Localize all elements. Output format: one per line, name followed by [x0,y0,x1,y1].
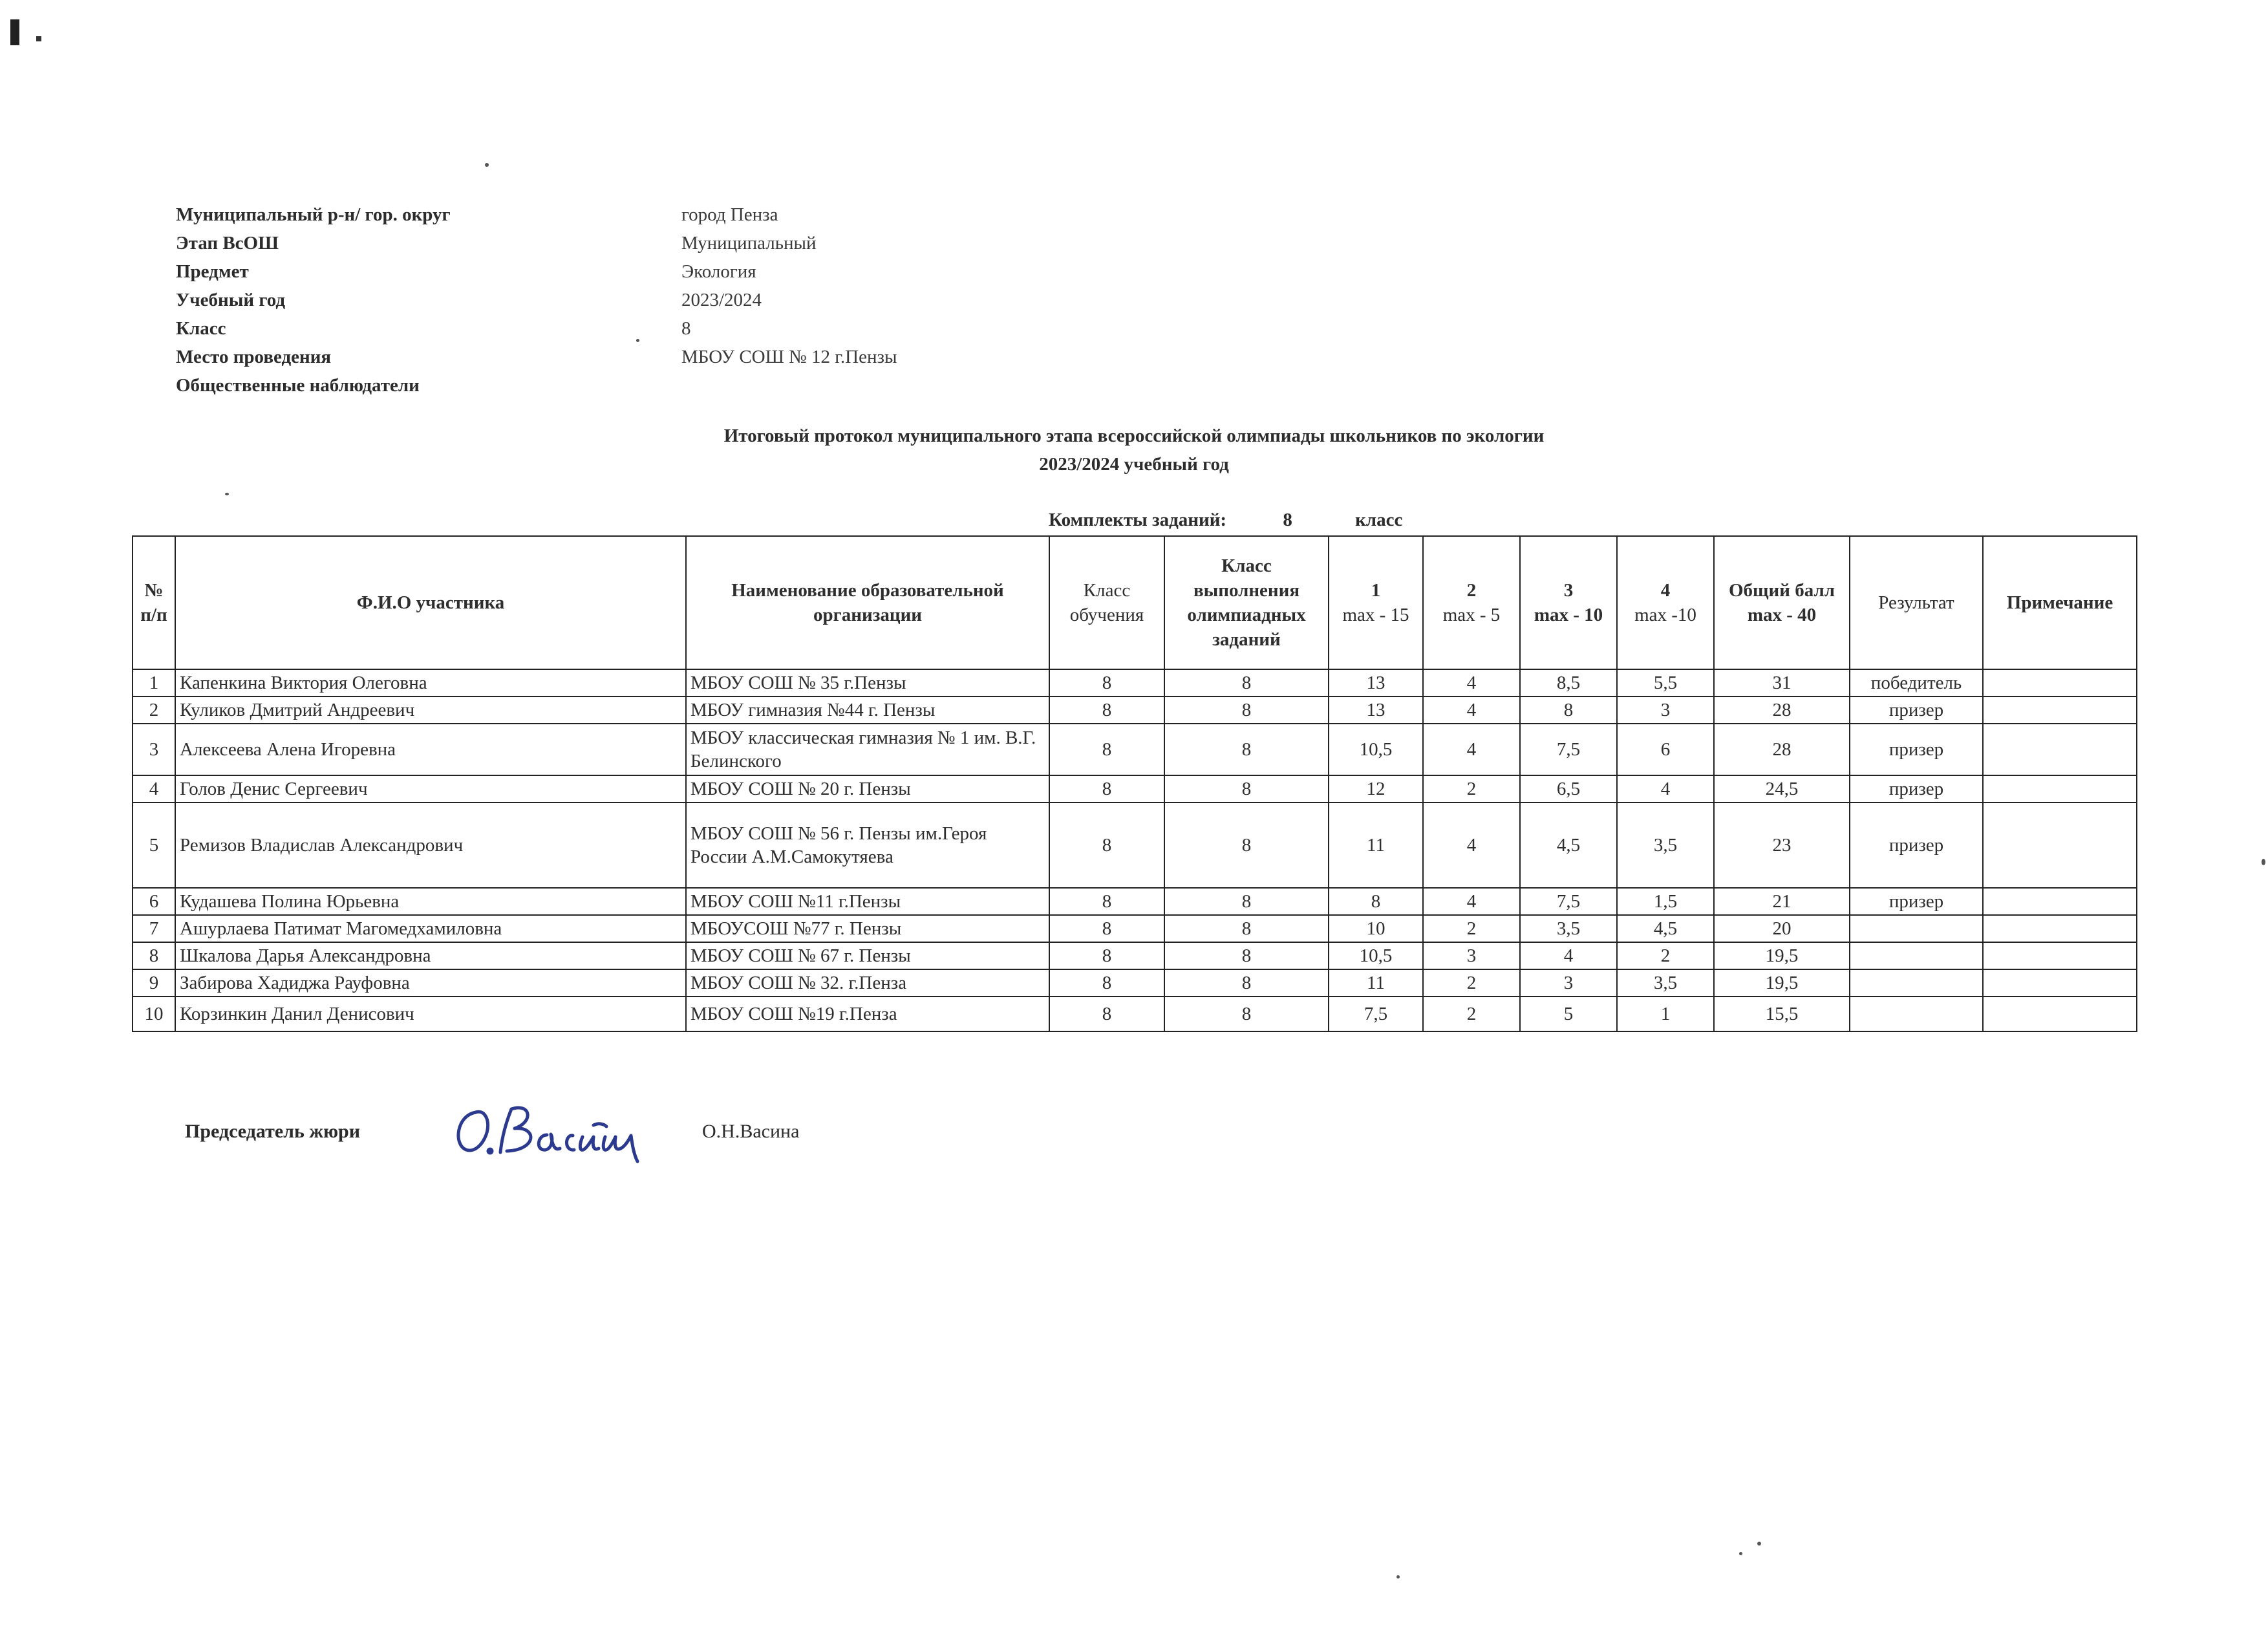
cell-task3: 7,5 [1520,888,1617,915]
cell-total: 24,5 [1714,775,1850,803]
cell-task2: 4 [1423,696,1520,724]
cell-task4: 1,5 [1617,888,1714,915]
cell-num: 9 [133,969,175,997]
header-value: 8 [681,318,691,339]
header-label: Этап ВсОШ [176,232,279,253]
table-row [133,969,2137,997]
table-row [133,724,2137,775]
cell-grade: 8 [1049,803,1164,888]
col-header-grade-tasks: Класс выполнения олимпиадных заданий [1164,536,1329,669]
cell-grade: 8 [1049,915,1164,942]
cell-name: Куликов Дмитрий Андреевич [175,696,686,724]
cell-task2: 2 [1423,915,1520,942]
jury-chair-label: Председатель жюри [185,1121,361,1142]
cell-note [1983,915,2137,942]
results-table [132,535,2137,1032]
cell-result [1850,915,1983,942]
cell-org: МБОУ СОШ № 67 г. Пензы [686,942,1049,969]
cell-total: 19,5 [1714,969,1850,997]
task-number: 2 [1466,580,1477,601]
cell-task3: 3 [1520,969,1617,997]
col-header-task1 [1329,536,1423,669]
cell-task2: 2 [1423,997,1520,1031]
task-max: max - 5 [1442,605,1501,625]
cell-name: Ашурлаева Патимат Магомедхамиловна [175,915,686,942]
cell-total: 19,5 [1714,942,1850,969]
cell-total: 31 [1714,669,1850,696]
cell-task2: 4 [1423,888,1520,915]
header-value: МБОУ СОШ № 12 г.Пензы [681,346,897,367]
cell-org: МБОУ классическая гимназия № 1 им. В.Г. Белинского [686,724,1049,775]
cell-name: Забирова Хадиджа Рауфовна [175,969,686,997]
scan-speck [1396,1575,1400,1579]
cell-num: 7 [133,915,175,942]
cell-result: призер [1850,724,1983,775]
header-row-venue [176,343,897,371]
cell-task2: 4 [1423,803,1520,888]
task-kits-grade: 8 [1283,510,1292,530]
cell-grade: 8 [1049,888,1164,915]
task-number: 1 [1371,580,1381,601]
col-header-grade: Класс обучения [1049,536,1164,669]
cell-total: 21 [1714,888,1850,915]
cell-org: МБОУ СОШ № 56 г. Пензы им.Героя России А.М.Самокутяева [686,803,1049,888]
cell-num: 3 [133,724,175,775]
table-row [133,803,2137,888]
cell-task1: 10 [1329,915,1423,942]
header-value: 2023/2024 [681,289,762,310]
cell-result [1850,942,1983,969]
header-value: Муниципальный [681,232,817,253]
jury-signature-block [185,1099,799,1164]
cell-org: МБОУ СОШ №19 г.Пенза [686,997,1049,1031]
cell-total: 20 [1714,915,1850,942]
table-row [133,997,2137,1031]
cell-org: МБОУ СОШ №11 г.Пензы [686,888,1049,915]
cell-org: МБОУ гимназия №44 г. Пензы [686,696,1049,724]
cell-task3: 8,5 [1520,669,1617,696]
protocol-title-line: Итоговый протокол муниципального этапа всероссийской олимпиады школьников по экологии [723,426,1545,446]
cell-num: 6 [133,888,175,915]
header-value: Экология [681,261,756,282]
header-row-year [176,286,897,314]
cell-task3: 4,5 [1520,803,1617,888]
handwritten-signature [450,1099,657,1164]
cell-name: Ремизов Владислав Александрович [175,803,686,888]
cell-name: Кудашева Полина Юрьевна [175,888,686,915]
header-label: Предмет [176,261,249,282]
header-label: Учебный год [176,289,286,310]
cell-total: 15,5 [1714,997,1850,1031]
col-header-result: Результат [1850,536,1983,669]
cell-result: призер [1850,775,1983,803]
header-row-observers [176,371,897,400]
cell-task3: 6,5 [1520,775,1617,803]
task-number: 4 [1660,580,1671,601]
cell-task4: 3,5 [1617,803,1714,888]
cell-name: Капенкина Виктория Олеговна [175,669,686,696]
cell-grade-tasks: 8 [1164,775,1329,803]
cell-note [1983,724,2137,775]
scan-speck [36,36,41,41]
cell-grade-tasks: 8 [1164,997,1329,1031]
table-row [133,942,2137,969]
header-label: Общественные наблюдатели [176,374,420,396]
cell-task4: 4,5 [1617,915,1714,942]
header-label: Класс [176,318,226,339]
task-max: max -10 [1634,605,1696,625]
cell-note [1983,803,2137,888]
col-header-total [1714,536,1850,669]
document-header [176,200,897,400]
cell-note [1983,888,2137,915]
cell-result: призер [1850,888,1983,915]
cell-grade: 8 [1049,942,1164,969]
cell-total: 23 [1714,803,1850,888]
cell-task1: 13 [1329,669,1423,696]
cell-grade: 8 [1049,775,1164,803]
cell-task3: 5 [1520,997,1617,1031]
scan-speck [485,163,489,167]
col-header-task4 [1617,536,1714,669]
task-kits-label: Комплекты заданий: [1049,510,1227,530]
cell-task2: 3 [1423,942,1520,969]
table-row [133,669,2137,696]
cell-grade-tasks: 8 [1164,888,1329,915]
cell-total: 28 [1714,696,1850,724]
cell-grade-tasks: 8 [1164,669,1329,696]
cell-name: Корзинкин Данил Денисович [175,997,686,1031]
header-label: Муниципальный р-н/ гор. округ [176,204,451,225]
cell-note [1983,969,2137,997]
cell-task2: 2 [1423,969,1520,997]
header-row-district [176,200,897,229]
cell-org: МБОУ СОШ № 20 г. Пензы [686,775,1049,803]
col-header-note: Примечание [1983,536,2137,669]
header-row-grade [176,314,897,343]
cell-task4: 3 [1617,696,1714,724]
task-max: max - 15 [1342,605,1409,625]
cell-grade-tasks: 8 [1164,969,1329,997]
header-label: Место проведения [176,346,332,367]
cell-task4: 5,5 [1617,669,1714,696]
cell-org: МБОУ СОШ № 32. г.Пенза [686,969,1049,997]
cell-result [1850,969,1983,997]
cell-note [1983,997,2137,1031]
cell-num: 8 [133,942,175,969]
cell-grade-tasks: 8 [1164,803,1329,888]
cell-task1: 7,5 [1329,997,1423,1031]
table-row [133,888,2137,915]
cell-task3: 4 [1520,942,1617,969]
table-row [133,915,2137,942]
cell-org: МБОУСОШ №77 г. Пензы [686,915,1049,942]
scan-speck [2262,859,2265,865]
header-row-stage [176,229,897,257]
header-value: город Пенза [681,204,778,225]
jury-chair-name: О.Н.Васина [702,1121,800,1142]
table-row [133,696,2137,724]
task-kits-suffix: класс [1355,510,1403,530]
cell-task4: 1 [1617,997,1714,1031]
cell-grade: 8 [1049,969,1164,997]
cell-num: 1 [133,669,175,696]
header-row-subject [176,257,897,286]
table-row [133,775,2137,803]
scan-corner-mark [10,19,19,45]
task-kits-line [1049,510,1402,531]
cell-name: Шкалова Дарья Александровна [175,942,686,969]
cell-task3: 7,5 [1520,724,1617,775]
cell-total: 28 [1714,724,1850,775]
cell-grade: 8 [1049,997,1164,1031]
cell-task3: 8 [1520,696,1617,724]
cell-task1: 8 [1329,888,1423,915]
total-label: Общий балл [1728,580,1835,601]
scan-speck [225,493,229,495]
cell-grade-tasks: 8 [1164,942,1329,969]
cell-task3: 3,5 [1520,915,1617,942]
cell-task1: 12 [1329,775,1423,803]
col-header-name: Ф.И.О участника [175,536,686,669]
cell-task4: 6 [1617,724,1714,775]
cell-grade-tasks: 8 [1164,724,1329,775]
cell-result [1850,997,1983,1031]
cell-task4: 4 [1617,775,1714,803]
cell-grade: 8 [1049,696,1164,724]
cell-grade-tasks: 8 [1164,696,1329,724]
cell-task1: 10,5 [1329,942,1423,969]
cell-note [1983,775,2137,803]
cell-grade: 8 [1049,724,1164,775]
col-header-task2 [1423,536,1520,669]
cell-task4: 2 [1617,942,1714,969]
col-header-num: № п/п [133,536,175,669]
cell-num: 2 [133,696,175,724]
cell-note [1983,696,2137,724]
cell-grade: 8 [1049,669,1164,696]
cell-task1: 11 [1329,803,1423,888]
cell-task1: 11 [1329,969,1423,997]
cell-org: МБОУ СОШ № 35 г.Пензы [686,669,1049,696]
cell-grade-tasks: 8 [1164,915,1329,942]
task-max: max - 10 [1534,605,1603,625]
cell-task4: 3,5 [1617,969,1714,997]
col-header-org: Наименование образовательной организации [686,536,1049,669]
cell-task1: 13 [1329,696,1423,724]
cell-num: 4 [133,775,175,803]
cell-result: призер [1850,803,1983,888]
total-max: max - 40 [1747,605,1817,625]
cell-name: Алексеева Алена Игоревна [175,724,686,775]
cell-name: Голов Денис Сергеевич [175,775,686,803]
cell-result: призер [1850,696,1983,724]
cell-note [1983,669,2137,696]
cell-task1: 10,5 [1329,724,1423,775]
cell-task2: 4 [1423,669,1520,696]
scan-speck [1739,1552,1742,1555]
cell-task2: 4 [1423,724,1520,775]
col-header-task3 [1520,536,1617,669]
cell-result: победитель [1850,669,1983,696]
protocol-title-year: 2023/2024 учебный год [1039,454,1229,475]
cell-note [1983,942,2137,969]
scan-speck [1757,1542,1761,1546]
cell-task2: 2 [1423,775,1520,803]
cell-num: 5 [133,803,175,888]
protocol-title [0,422,2268,479]
cell-num: 10 [133,997,175,1031]
table-header-row [133,536,2137,669]
task-number: 3 [1563,580,1574,601]
